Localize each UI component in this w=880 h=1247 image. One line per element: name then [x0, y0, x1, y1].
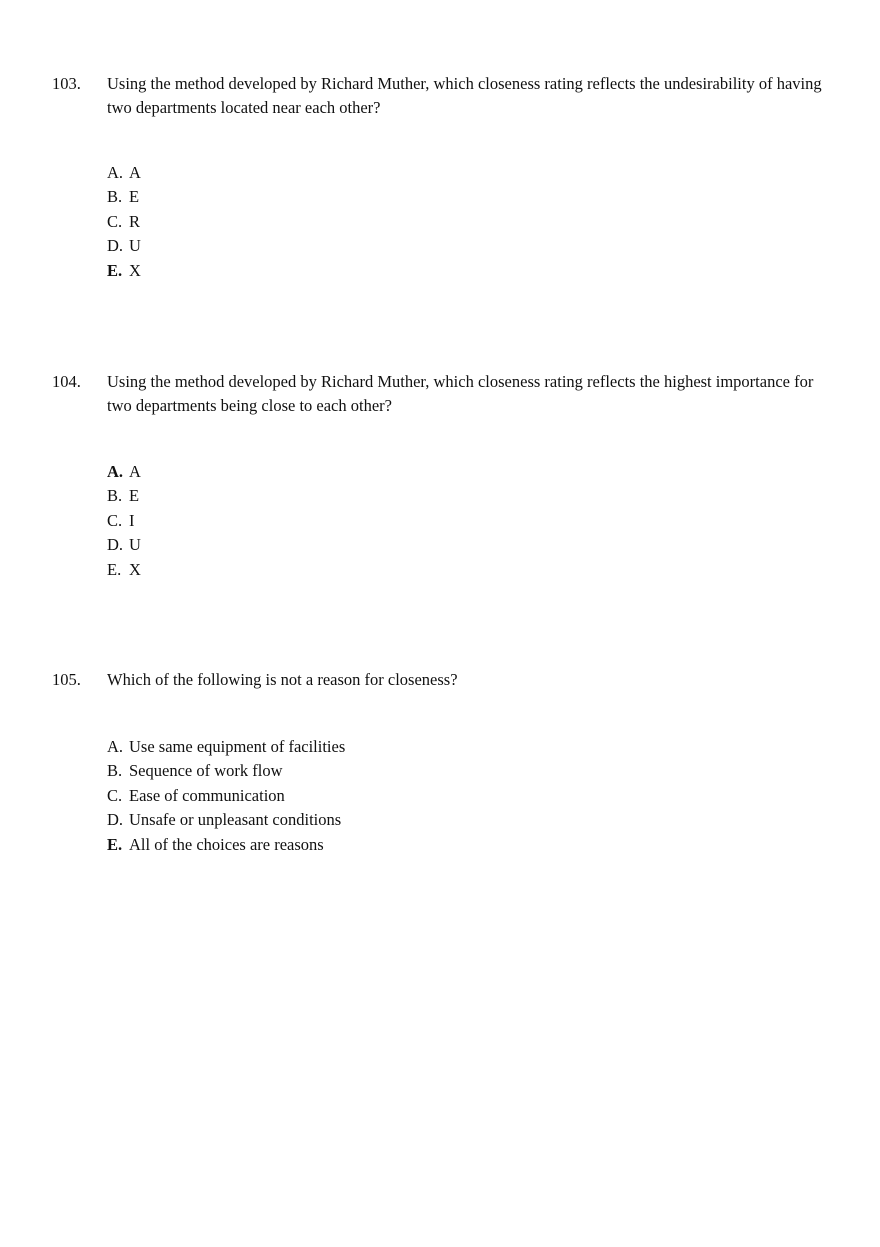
answer-option	[107, 735, 345, 759]
option-letter: E.	[107, 260, 123, 280]
option-letter: B.	[107, 486, 123, 506]
answer-option	[107, 509, 141, 533]
answer-option-correct	[107, 460, 141, 484]
option-letter: D.	[107, 535, 124, 555]
answer-options	[107, 735, 345, 857]
option-letter: D.	[107, 236, 124, 256]
option-letter: C.	[107, 510, 123, 530]
question-number: 104.	[52, 372, 81, 391]
option-text: U	[129, 535, 141, 555]
option-text: X	[129, 260, 141, 280]
answer-option-correct	[107, 833, 345, 857]
option-text: Use same equipment of facilities	[129, 737, 346, 756]
option-letter: A.	[107, 737, 124, 756]
answer-option	[107, 484, 141, 508]
option-text: Ease of communication	[129, 785, 285, 805]
option-text: E	[129, 486, 140, 506]
answer-options	[107, 460, 141, 582]
answer-option	[107, 210, 141, 234]
question-stem: Using the method developed by Richard Muther, which closeness rating reflects the highest importance for two departments being close to each other?	[107, 372, 814, 415]
answer-option	[107, 558, 141, 582]
answer-option	[107, 808, 345, 832]
option-letter: C.	[107, 211, 123, 231]
option-letter: A.	[107, 462, 124, 481]
answer-option-correct	[107, 259, 141, 283]
option-text: X	[129, 559, 141, 579]
question-number: 105.	[52, 670, 81, 689]
option-text: R	[129, 211, 141, 231]
option-letter: E.	[107, 559, 122, 579]
option-text: U	[129, 236, 141, 256]
option-letter: D.	[107, 810, 124, 830]
question-stem: Using the method developed by Richard Muther, which closeness rating reflects the undesirability of having two departments located near each other?	[107, 74, 822, 117]
option-letter: A.	[107, 163, 124, 182]
option-text: A	[129, 462, 141, 481]
option-text: A	[129, 163, 141, 182]
option-letter: C.	[107, 785, 123, 805]
answer-option	[107, 161, 141, 185]
answer-option	[107, 784, 345, 808]
option-text: Unsafe or unpleasant conditions	[129, 810, 342, 830]
answer-option	[107, 533, 141, 557]
option-text: E	[129, 187, 140, 207]
option-letter: B.	[107, 187, 123, 207]
option-text: Sequence of work flow	[129, 761, 283, 781]
question-number: 103.	[52, 74, 81, 93]
answer-option	[107, 234, 141, 258]
answer-options	[107, 161, 141, 283]
option-text: I	[129, 510, 135, 530]
option-text: All of the choices are reasons	[129, 834, 324, 854]
answer-option	[107, 759, 345, 783]
option-letter: E.	[107, 834, 123, 854]
option-letter: B.	[107, 761, 123, 781]
question-stem: Which of the following is not a reason for closeness?	[107, 670, 458, 689]
answer-option	[107, 185, 141, 209]
